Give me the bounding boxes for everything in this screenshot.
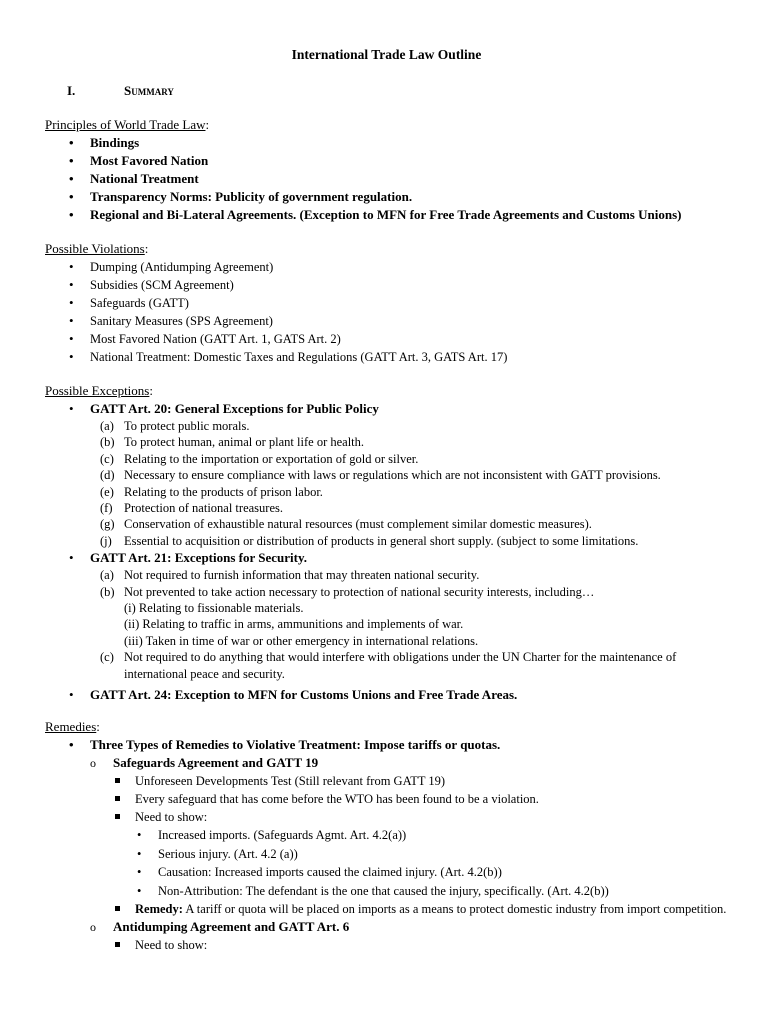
exceptions-heading-text: Possible Exceptions [45, 383, 150, 398]
summary-heading [45, 82, 738, 100]
art20-item-c [45, 451, 738, 467]
list-item-art20 [45, 400, 738, 418]
remedies-main-item: • Three Types of Remedies to Violative Treatment: Impose tariffs or quotas. [45, 736, 738, 754]
need-to-show-list [45, 826, 738, 900]
summary-word: Summary [124, 83, 174, 98]
list-item: • Most Favored Nation (GATT Art. 1, GATS Art. 2) [45, 330, 738, 348]
exceptions-list [45, 400, 738, 418]
item-label: (j) [100, 533, 112, 548]
art20-label: GATT Art. 20: General Exceptions for Public Policy [90, 401, 379, 416]
item-label: (g) [100, 517, 115, 532]
list-item: • Safeguards (GATT) [45, 294, 738, 312]
remedies-list [45, 736, 738, 754]
art21-item-b [45, 584, 738, 600]
art21-item-c [45, 649, 738, 682]
principles-list [45, 134, 738, 224]
antidumping-item [45, 918, 738, 936]
item-label: (a) [100, 419, 114, 433]
list-item: • Bindings [45, 134, 738, 152]
art21-sublist-c [45, 649, 738, 682]
remedies-sublist-2 [45, 918, 738, 936]
circle-bullet-icon: o [90, 756, 96, 771]
art21-item-a [45, 567, 738, 583]
principles-heading-text: Principles of World Trade Law [45, 117, 206, 132]
item-label: (c) [100, 451, 114, 466]
item-text: Every safeguard that has come before the WTO has been found to be a violation. [135, 792, 539, 807]
roman-item: (i) Relating to fissionable materials. [124, 601, 304, 616]
item-label: (b) [100, 435, 115, 450]
exceptions-heading [45, 382, 738, 400]
violations-heading-text: Possible Violations [45, 241, 145, 256]
item-text: To protect human, animal or plant life or health. [124, 435, 365, 450]
roman-item: (iii) Taken in time of war or other emergency in international relations. [124, 633, 479, 648]
item-text: Essential to acquisition or distribution of products in general short supply. (subject to some limitations. [124, 533, 639, 548]
list-item: • National Treatment [45, 170, 738, 188]
item-text: Not prevented to take action necessary to protection of national security interests, including… [124, 584, 595, 599]
item-text: Need to show: [135, 810, 208, 825]
item-text: Not required to do anything that would interfere with obligations under the UN Charter for the maintenance of international peace and security. [124, 650, 677, 681]
list-item-art24 [45, 686, 738, 704]
summary-number: I. [67, 83, 76, 98]
item-text: Relating to the importation or exportation of gold or silver. [124, 451, 419, 466]
art21-sublist [45, 567, 738, 600]
circle-bullet-icon: o [90, 920, 96, 935]
principles-colon: : [205, 117, 210, 132]
violations-list [45, 258, 738, 366]
principles-heading [45, 116, 738, 134]
list-item: • National Treatment: Domestic Taxes and Regulations (GATT Art. 3, GATS Art. 17) [45, 348, 738, 366]
art21-roman-list [45, 600, 738, 649]
item-label: (e) [100, 484, 114, 499]
antidumping-list [45, 936, 738, 954]
remedies-heading [45, 718, 738, 736]
list-item [45, 808, 738, 826]
item-text: Necessary to ensure compliance with laws or regulations which are not inconsistent with GATT provisions. [124, 468, 661, 483]
exceptions-list-2 [45, 549, 738, 567]
antidumping-label: Antidumping Agreement and GATT Art. 6 [113, 919, 350, 935]
remedy-item [45, 900, 738, 918]
list-item: • Dumping (Antidumping Agreement) [45, 258, 738, 276]
remedies-heading-text: Remedies [45, 719, 97, 735]
item-label: (b) [100, 584, 115, 599]
list-item: • Subsidies (SCM Agreement) [45, 276, 738, 294]
art20-sublist [45, 418, 738, 549]
art24-label: GATT Art. 24: Exception to MFN for Customs Unions and Free Trade Areas. [90, 687, 518, 703]
list-item [45, 936, 738, 954]
safeguards-item [45, 754, 738, 772]
list-item [45, 772, 738, 790]
list-item: • Serious injury. (Art. 4.2 (a)) [45, 845, 738, 864]
list-item-art21 [45, 549, 738, 567]
item-text: Unforeseen Developments Test (Still relevant from GATT 19) [135, 774, 446, 789]
list-item: • Transparency Norms: Publicity of government regulation. [45, 188, 738, 206]
item-text: Conservation of exhaustible natural resources (must complement similar domestic measures). [124, 517, 592, 532]
art20-item-d [45, 467, 738, 483]
item-label: (f) [100, 501, 113, 516]
item-label: (d) [100, 468, 115, 483]
item-text: Not required to furnish information that may threaten national security. [124, 568, 480, 583]
art20-item-g [45, 516, 738, 532]
safeguards-list [45, 772, 738, 826]
remedy-list [45, 900, 738, 918]
violations-colon: : [144, 241, 149, 256]
list-item: • Most Favored Nation [45, 152, 738, 170]
remedy-text: A tariff or quota will be placed on imports as a means to protect domestic industry from import competition. [182, 902, 727, 917]
list-item: • Increased imports. (Safeguards Agmt. Art. 4.2(a)) [45, 826, 738, 845]
item-label: (a) [100, 568, 114, 583]
item-text: Relating to the products of prison labor. [124, 484, 323, 499]
art20-item-b [45, 434, 738, 450]
remedies-colon: : [96, 719, 100, 735]
list-item: • Non-Attribution: The defendant is the one that caused the injury, specifically. (Art. 4.2(b)) [45, 882, 738, 901]
exceptions-colon: : [149, 383, 153, 398]
square-bullet-icon [115, 906, 120, 911]
remedies-sublist [45, 754, 738, 772]
exceptions-list-3 [45, 686, 738, 704]
item-text: To protect public morals. [124, 419, 250, 433]
item-label: (c) [100, 650, 114, 665]
square-bullet-icon [115, 942, 120, 947]
art20-item-f [45, 500, 738, 516]
list-item: • Sanitary Measures (SPS Agreement) [45, 312, 738, 330]
art20-item-j [45, 533, 738, 549]
art21-label: GATT Art. 21: Exceptions for Security. [90, 550, 308, 566]
art20-item-e [45, 484, 738, 500]
item-text: Protection of national treasures. [124, 501, 283, 516]
safeguards-label: Safeguards Agreement and GATT 19 [113, 755, 319, 771]
item-text: Need to show: [135, 938, 208, 953]
list-item: • Causation: Increased imports caused the claimed injury. (Art. 4.2(b)) [45, 863, 738, 882]
remedy-label: Remedy: [135, 902, 183, 917]
list-item [45, 790, 738, 808]
art20-item-a [45, 418, 738, 434]
document-title: International Trade Law Outline [291, 47, 482, 62]
square-bullet-icon [115, 778, 120, 783]
violations-heading [45, 240, 738, 258]
square-bullet-icon [115, 814, 120, 819]
square-bullet-icon [115, 796, 120, 801]
list-item: • Regional and Bi-Lateral Agreements. (Exception to MFN for Free Trade Agreements and Customs Unions) [45, 206, 738, 224]
roman-item: (ii) Relating to traffic in arms, ammunitions and implements of war. [124, 617, 464, 632]
